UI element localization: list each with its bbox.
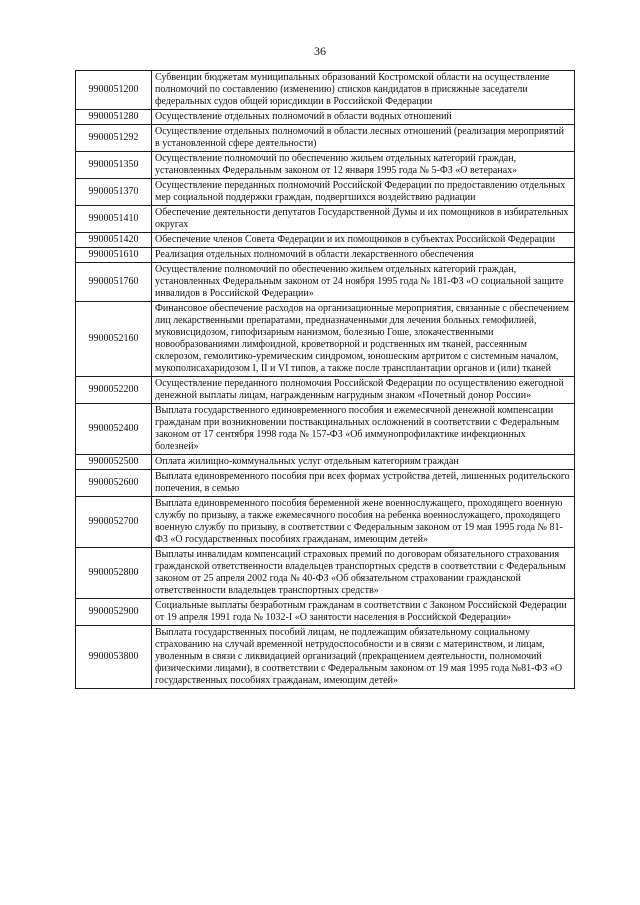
row-description: Социальные выплаты безработным гражданам в соответствии с Законом Российской Федерации от 19 апреля 1991 года № 1032-I «О занятости населения в Российской Федерации» <box>152 599 575 626</box>
row-code: 9900051200 <box>76 71 152 110</box>
page-number: 36 <box>314 44 326 58</box>
row-description: Выплата единовременного пособия при всех формах устройства детей, лишенных родительского попечения, в семью <box>152 470 575 497</box>
row-description: Выплата государственных пособий лицам, не подлежащим обязательному социальному страхованию на случай временной нетрудоспособности и в связи с материнством, и лицам, уволенным в связи с ликвидацией организаций (прекращением деятельности, полномочий физическими лицами), в соответствии с Федеральным законом от 19 мая 1995 года №81-ФЗ «О государственных пособиях гражданам, имеющим детей» <box>152 626 575 689</box>
row-code: 9900051370 <box>76 179 152 206</box>
row-description: Выплата единовременного пособия беременной жене военнослужащего, проходящего военную службу по призыву, а также ежемесячного пособия на ребенка военнослужащего, проходящего военную службу по призыву, в соответствии с Федеральным законом от 19 мая 1995 года № 81-ФЗ «О государственных пособиях гражданам, имеющим детей» <box>152 497 575 548</box>
table-row <box>76 470 575 497</box>
row-code: 9900051410 <box>76 206 152 233</box>
table-row <box>76 497 575 548</box>
table-row <box>76 263 575 302</box>
row-code: 9900052200 <box>76 377 152 404</box>
table-row <box>76 125 575 152</box>
row-code: 9900052900 <box>76 599 152 626</box>
row-description: Осуществление отдельных полномочий в области лесных отношений (реализация мероприятий в установленной сфере деятельности) <box>152 125 575 152</box>
row-code: 9900052160 <box>76 302 152 377</box>
table-row <box>76 302 575 377</box>
table-row <box>76 455 575 470</box>
table-row <box>76 377 575 404</box>
row-description: Обеспечение деятельности депутатов Государственной Думы и их помощников в избирательных округах <box>152 206 575 233</box>
table-row <box>76 110 575 125</box>
table-row <box>76 71 575 110</box>
row-code: 9900051760 <box>76 263 152 302</box>
row-description: Осуществление полномочий по обеспечению жильем отдельных категорий граждан, установленных Федеральным законом от 12 января 1995 года № 5-ФЗ «О ветеранах» <box>152 152 575 179</box>
row-code: 9900052500 <box>76 455 152 470</box>
row-description: Осуществление полномочий по обеспечению жильем отдельных категорий граждан, установленных Федеральным законом от 24 ноября 1995 года № 181-ФЗ «О социальной защите инвалидов в Российской Федерации» <box>152 263 575 302</box>
row-code: 9900051350 <box>76 152 152 179</box>
budget-codes-table <box>75 70 575 689</box>
row-code: 9900052600 <box>76 470 152 497</box>
table-row <box>76 248 575 263</box>
table-row <box>76 626 575 689</box>
row-description: Выплаты инвалидам компенсаций страховых премий по договорам обязательного страхования гражданской ответственности владельцев транспортных средств в соответствии с Федеральным законом от 25 апреля 2002 года № 40-ФЗ «Об обязательном страховании гражданской ответственности владельцев транспортных средств» <box>152 548 575 599</box>
row-description: Финансовое обеспечение расходов на организационные мероприятия, связанные с обеспечением лиц лекарственными препаратами, предназначенными для лечения больных гемофилией, муковисцидозом, гипофизарным нанизмом, болезнью Гоше, злокачественными новообразованиями лимфоидной, кроветворной и родственных им тканей, рассеянным склерозом, гемолитико-уремическим синдромом, юношеским артритом с системным началом, мукополисахаридозом I, II и VI типов, а также после трансплантации органов и (или) тканей <box>152 302 575 377</box>
row-code: 9900052700 <box>76 497 152 548</box>
row-description: Осуществление отдельных полномочий в области водных отношений <box>152 110 575 125</box>
row-description: Осуществление переданных полномочий Российской Федерации по предоставлению отдельных мер социальной поддержки граждан, подвергшихся воздействию радиации <box>152 179 575 206</box>
row-description: Осуществление переданного полномочия Российской Федерации по осуществлению ежегодной денежной выплаты лицам, награжденным нагрудным знаком «Почетный донор России» <box>152 377 575 404</box>
table-row <box>76 548 575 599</box>
row-description: Реализация отдельных полномочий в области лекарственного обеспечения <box>152 248 575 263</box>
row-description: Субвенции бюджетам муниципальных образований Костромской области на осуществление полномочий по составлению (изменению) списков кандидатов в присяжные заседатели федеральных судов общей юрисдикции в Российской Федерации <box>152 71 575 110</box>
table-row <box>76 599 575 626</box>
row-code: 9900051280 <box>76 110 152 125</box>
table-row <box>76 404 575 455</box>
table-row <box>76 233 575 248</box>
row-description: Оплата жилищно-коммунальных услуг отдельным категориям граждан <box>152 455 575 470</box>
row-code: 9900051292 <box>76 125 152 152</box>
row-code: 9900052400 <box>76 404 152 455</box>
table-row <box>76 179 575 206</box>
row-code: 9900051420 <box>76 233 152 248</box>
row-code: 9900051610 <box>76 248 152 263</box>
row-code: 9900052800 <box>76 548 152 599</box>
table-row <box>76 152 575 179</box>
row-code: 9900053800 <box>76 626 152 689</box>
row-description: Обеспечение членов Совета Федерации и их помощников в субъектах Российской Федерации <box>152 233 575 248</box>
row-description: Выплата государственного единовременного пособия и ежемесячной денежной компенсации гражданам при возникновении поствакцинальных осложнений в соответствии с Федеральным законом от 17 сентября 1998 года № 157-ФЗ «Об иммунопрофилактике инфекционных болезней» <box>152 404 575 455</box>
table-row <box>76 206 575 233</box>
